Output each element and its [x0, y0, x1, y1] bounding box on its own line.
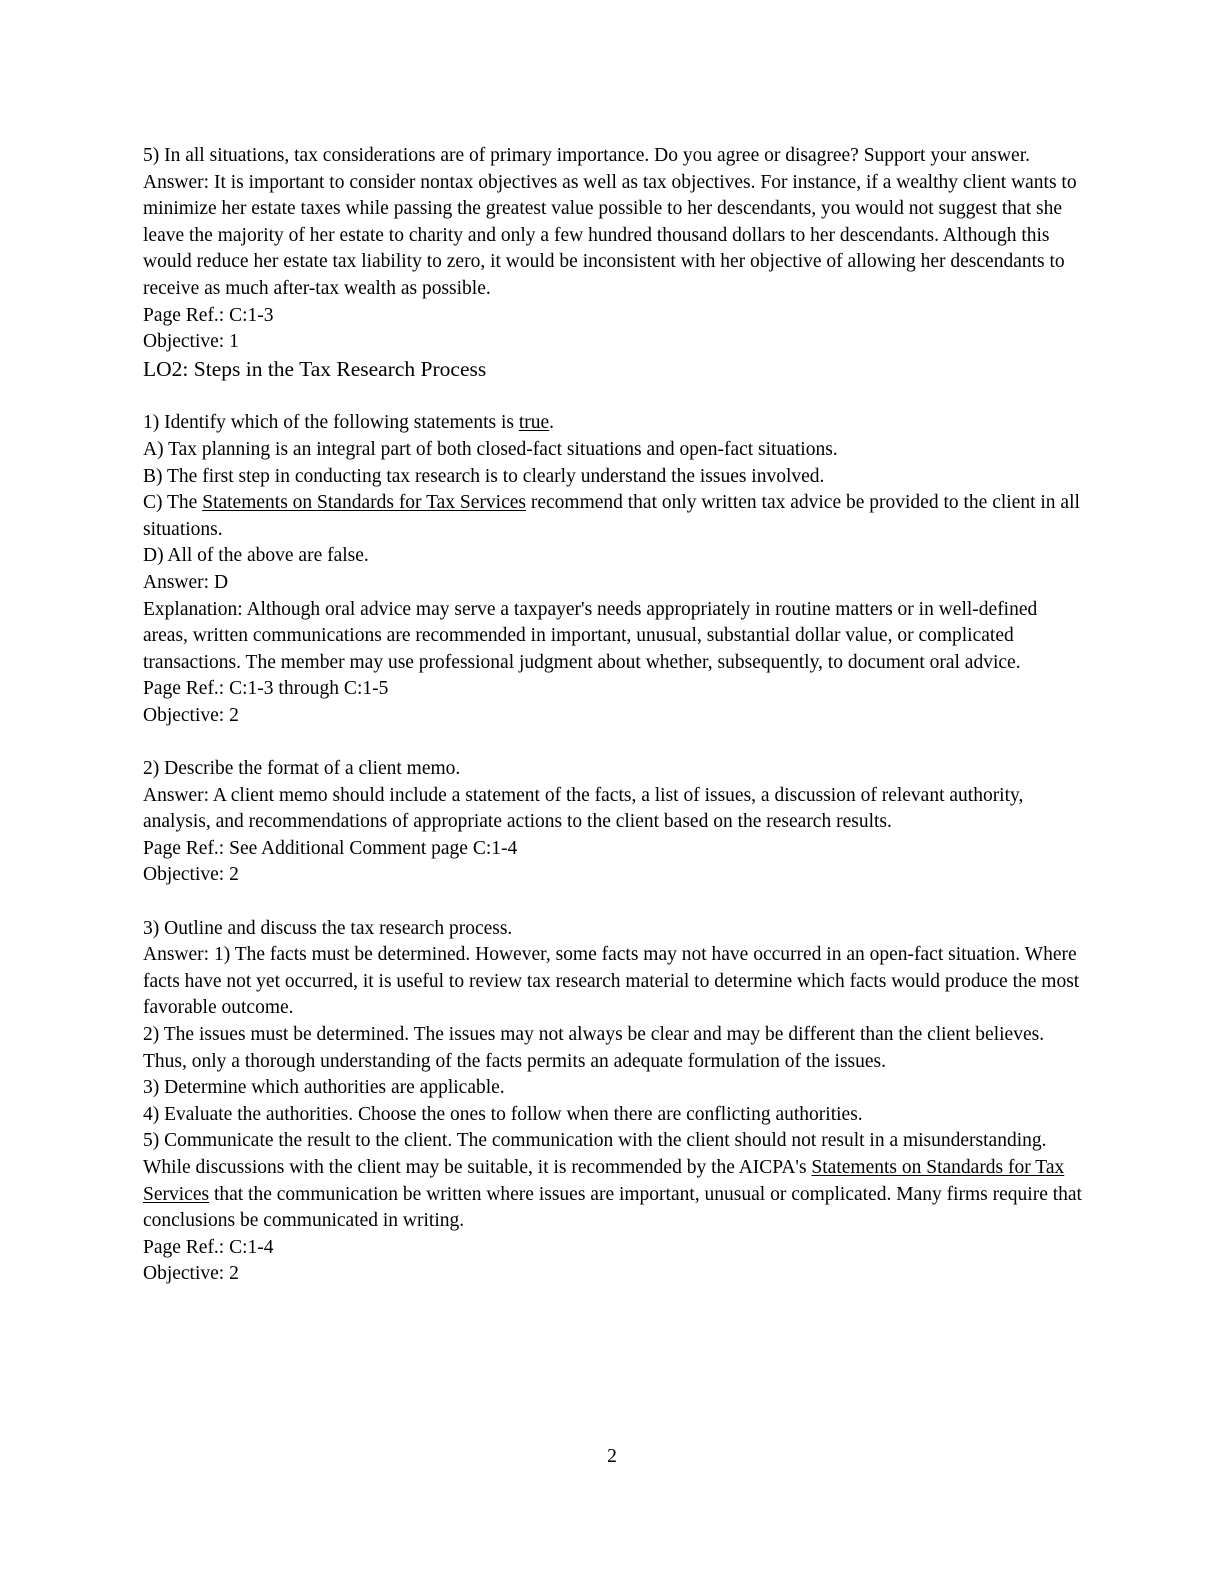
- question-1-block: [143, 410, 1083, 729]
- question-3-page-ref: Page Ref.: C:1-4: [143, 1236, 274, 1258]
- question-2-text: 2) Describe the format of a client memo.: [143, 758, 461, 780]
- question-3-step-5: [143, 1128, 1083, 1234]
- question-5-answer: Answer: It is important to consider nontax objectives as well as tax objectives. For instance, if a wealthy client wants to minimize her estate taxes while passing the greatest value possible to her descendants, you would not suggest that she leave the majority of her estate to charity and only a few hundred thousand dollars to her descendants. Although this would reduce her estate tax liability to zero, it would be inconsistent with her objective of allowing her descendants to receive as much after-tax wealth as possible.: [143, 171, 1077, 299]
- question-2-answer: Answer: A client memo should include a statement of the facts, a list of issues, a discussion of relevant authority, analysis, and recommendations of appropriate actions to the client based on the research results.: [143, 784, 1024, 833]
- question-1-underlined-word: true: [518, 412, 550, 434]
- question-3-objective: Objective: 2: [143, 1263, 239, 1285]
- question-1-option-a: A) Tax planning is an integral part of both closed-fact situations and open-fact situations.: [143, 438, 838, 460]
- option-c-prefix: C) The: [143, 492, 203, 514]
- question-3-step-3: 3) Determine which authorities are applicable.: [143, 1077, 505, 1099]
- document-body: [143, 143, 1083, 1288]
- step-5-prefix: 5) Communicate the result to the client. The communication with the client should not result in a misunderstanding. While discussions with the client may be suitable, it is recommended by the AICPA's: [143, 1130, 1047, 1178]
- question-1-objective: Objective: 2: [143, 704, 239, 726]
- question-5-block: [143, 143, 1083, 356]
- question-1-answer: Answer: D: [143, 571, 229, 593]
- question-2-objective: Objective: 2: [143, 864, 239, 886]
- question-1-explanation: Explanation: Although oral advice may serve a taxpayer's needs appropriately in routine matters or in well-defined areas, written communications are recommended in important, unusual, substantial dollar value, or complicated transactions. The member may use professional judgment about whether, subsequently, to document oral advice.: [143, 598, 1038, 673]
- question-3-step-4: 4) Evaluate the authorities. Choose the ones to follow when there are conflicting authorities.: [143, 1103, 863, 1125]
- question-5-objective: Objective: 1: [143, 331, 239, 353]
- step-5-underlined-title: Statements on Standards for Tax Services: [143, 1156, 1065, 1205]
- question-1-option-d: D) All of the above are false.: [143, 545, 369, 567]
- question-3-block: [143, 916, 1083, 1288]
- question-5-page-ref: Page Ref.: C:1-3: [143, 304, 274, 326]
- option-c-underlined-title: Statements on Standards for Tax Services: [202, 492, 526, 514]
- step-5-suffix: that the communication be written where issues are important, unusual or complicated. Many firms require that conclusions be communicated in writing.: [143, 1183, 1082, 1232]
- question-1-suffix: .: [549, 412, 555, 434]
- question-1-page-ref: Page Ref.: C:1-3 through C:1-5: [143, 678, 389, 700]
- question-1-option-c: [143, 490, 1083, 543]
- page-number: 2: [607, 1446, 617, 1467]
- question-3-answer-step-1: Answer: 1) The facts must be determined. However, some facts may not have occurred in an open-fact situation. Where facts have not yet occurred, it is useful to review tax research material to determine which facts would produce the most favorable outcome.: [143, 944, 1080, 1019]
- section-heading: LO2: Steps in the Tax Research Process: [143, 356, 487, 381]
- option-c-suffix: recommend that only written tax advice be provided to the client in all situations.: [143, 492, 1080, 540]
- question-5-text: 5) In all situations, tax considerations are of primary importance. Do you agree or disagree? Support your answer.: [143, 145, 1030, 166]
- question-1-text: [143, 410, 1083, 437]
- question-2-page-ref: Page Ref.: See Additional Comment page C:1-4: [143, 837, 518, 859]
- question-3-text: 3) Outline and discuss the tax research process.: [143, 917, 513, 939]
- question-1-option-b: B) The first step in conducting tax research is to clearly understand the issues involved.: [143, 465, 825, 487]
- question-3-step-2: 2) The issues must be determined. The issues may not always be clear and may be different than the client believes. Thus, only a thorough understanding of the facts permits an adequate formulation of the issues.: [143, 1024, 1045, 1072]
- question-1-prefix: 1) Identify which of the following statements is: [143, 412, 519, 434]
- question-2-block: [143, 756, 1083, 889]
